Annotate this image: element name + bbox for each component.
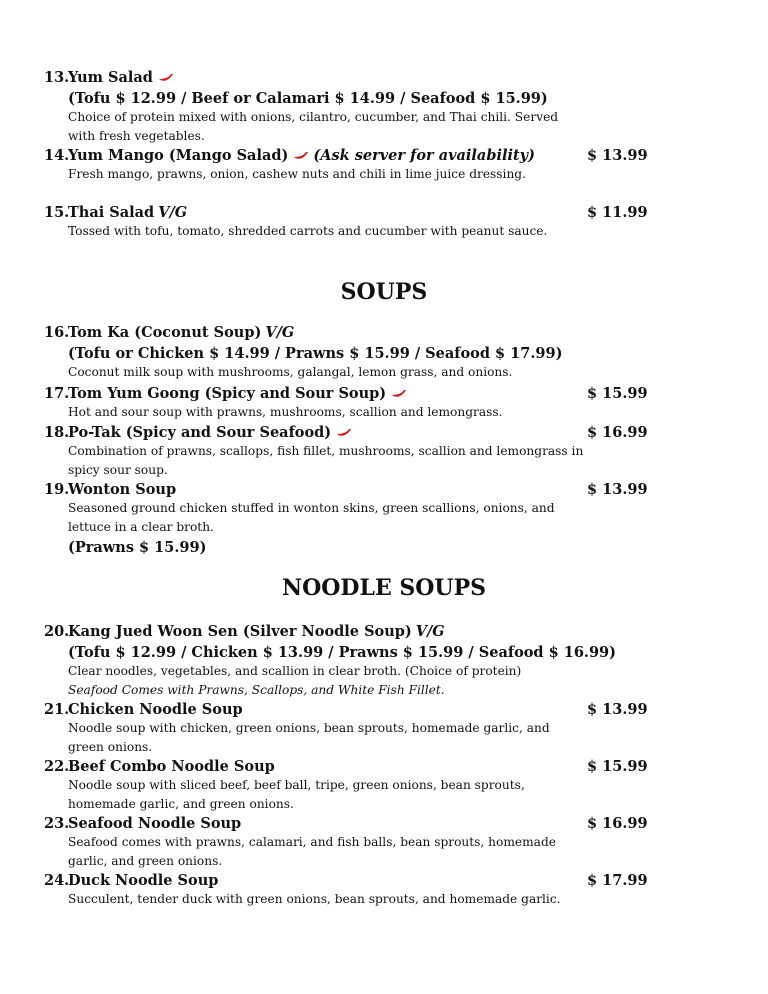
- item-price: $ 15.99: [587, 758, 648, 775]
- chili-pepper-icon: [158, 73, 174, 83]
- item-name: Wonton Soup: [68, 481, 177, 498]
- item-price: $ 13.99: [587, 147, 648, 164]
- chili-pepper-icon: [391, 389, 407, 399]
- item-number: 18.: [44, 424, 70, 441]
- item-name: Beef Combo Noodle Soup: [68, 758, 275, 775]
- vegan-tag: V/G: [158, 204, 188, 221]
- item-price: $ 16.99: [587, 424, 648, 441]
- item-title: [68, 68, 174, 87]
- availability-note: (Ask server for availability): [313, 147, 535, 164]
- item-description-note: Seafood Comes with Prawns, Scallops, and White Fish Fillet.: [68, 683, 445, 697]
- item-description: Noodle soup with chicken, green onions, bean sprouts, homemade garlic, and green onions.: [68, 721, 550, 754]
- item-description: Seafood comes with prawns, calamari, and fish balls, bean sprouts, homemade garlic, and green onions.: [68, 835, 556, 868]
- item-title: [68, 622, 445, 641]
- item-number: 23.: [44, 815, 70, 832]
- item-description: Choice of protein mixed with onions, cilantro, cucumber, and Thai chili. Served with fresh vegetables.: [68, 110, 559, 143]
- item-name: Yum Salad: [68, 69, 153, 86]
- item-name: Seafood Noodle Soup: [68, 815, 242, 832]
- item-title: [68, 384, 407, 403]
- item-description: Fresh mango, prawns, onion, cashew nuts and chili in lime juice dressing.: [68, 167, 526, 181]
- item-description: Tossed with tofu, tomato, shredded carrots and cucumber with peanut sauce.: [68, 224, 548, 238]
- item-name: Tom Yum Goong (Spicy and Sour Soup): [68, 385, 387, 402]
- item-title: [68, 423, 352, 442]
- item-title: [68, 700, 243, 719]
- item-number: 21.: [44, 701, 70, 718]
- item-number: 13.: [44, 69, 70, 86]
- item-description: Combination of prawns, scallops, fish fillet, mushrooms, scallion and lemongrass in spicy sour soup.: [68, 444, 584, 477]
- item-name: Tom Ka (Coconut Soup): [68, 324, 262, 341]
- item-name: Kang Jued Woon Sen (Silver Noodle Soup): [68, 623, 412, 640]
- item-number: 19.: [44, 481, 70, 498]
- vegan-tag: V/G: [265, 324, 295, 341]
- chili-pepper-icon: [293, 151, 309, 161]
- item-title: [68, 814, 241, 833]
- item-name: Yum Mango (Mango Salad): [68, 147, 289, 164]
- item-number: 20.: [44, 623, 70, 640]
- item-title: [68, 871, 218, 890]
- item-description: Succulent, tender duck with green onions, bean sprouts, and homemade garlic.: [68, 892, 561, 906]
- item-description: Hot and sour soup with prawns, mushrooms, scallion and lemongrass.: [68, 405, 503, 419]
- item-number: 24.: [44, 872, 70, 889]
- item-title: [68, 757, 275, 776]
- item-description: Coconut milk soup with mushrooms, galangal, lemon grass, and onions.: [68, 365, 513, 379]
- item-number: 15.: [44, 204, 70, 221]
- item-number: 14.: [44, 147, 70, 164]
- item-title: [68, 203, 187, 222]
- item-price: $ 13.99: [587, 481, 648, 498]
- item-name: Thai Salad: [68, 204, 155, 221]
- item-description: Seasoned ground chicken stuffed in wonton skins, green scallions, onions, and lettuce in a clear broth.: [68, 501, 555, 534]
- section-heading-soups: SOUPS: [340, 279, 428, 305]
- item-title: [68, 480, 176, 499]
- item-description: Clear noodles, vegetables, and scallion in clear broth. (Choice of protein): [68, 664, 522, 678]
- item-name: Chicken Noodle Soup: [68, 701, 243, 718]
- item-name: Duck Noodle Soup: [68, 872, 219, 889]
- item-name: Po-Tak (Spicy and Sour Seafood): [68, 424, 332, 441]
- item-title: [68, 323, 294, 342]
- item-number: 16.: [44, 324, 70, 341]
- item-number: 22.: [44, 758, 70, 775]
- item-price: $ 16.99: [587, 815, 648, 832]
- item-extra-option: (Prawns $ 15.99): [68, 539, 207, 556]
- item-options: (Tofu $ 12.99 / Chicken $ 13.99 / Prawns $ 15.99 / Seafood $ 16.99): [68, 644, 617, 661]
- item-price: $ 11.99: [587, 204, 648, 221]
- item-price: $ 17.99: [587, 872, 648, 889]
- item-description: Noodle soup with sliced beef, beef ball, tripe, green onions, bean sprouts, homemade garlic, and green onions.: [68, 778, 525, 811]
- item-number: 17.: [44, 385, 70, 402]
- item-options: (Tofu or Chicken $ 14.99 / Prawns $ 15.99 / Seafood $ 17.99): [68, 345, 563, 362]
- chili-pepper-icon: [336, 428, 352, 438]
- section-heading-noodle-soups: NOODLE SOUPS: [281, 575, 487, 601]
- item-price: $ 13.99: [587, 701, 648, 718]
- item-title: [68, 146, 535, 165]
- item-options: (Tofu $ 12.99 / Beef or Calamari $ 14.99 / Seafood $ 15.99): [68, 90, 548, 107]
- item-price: $ 15.99: [587, 385, 648, 402]
- vegan-tag: V/G: [415, 623, 445, 640]
